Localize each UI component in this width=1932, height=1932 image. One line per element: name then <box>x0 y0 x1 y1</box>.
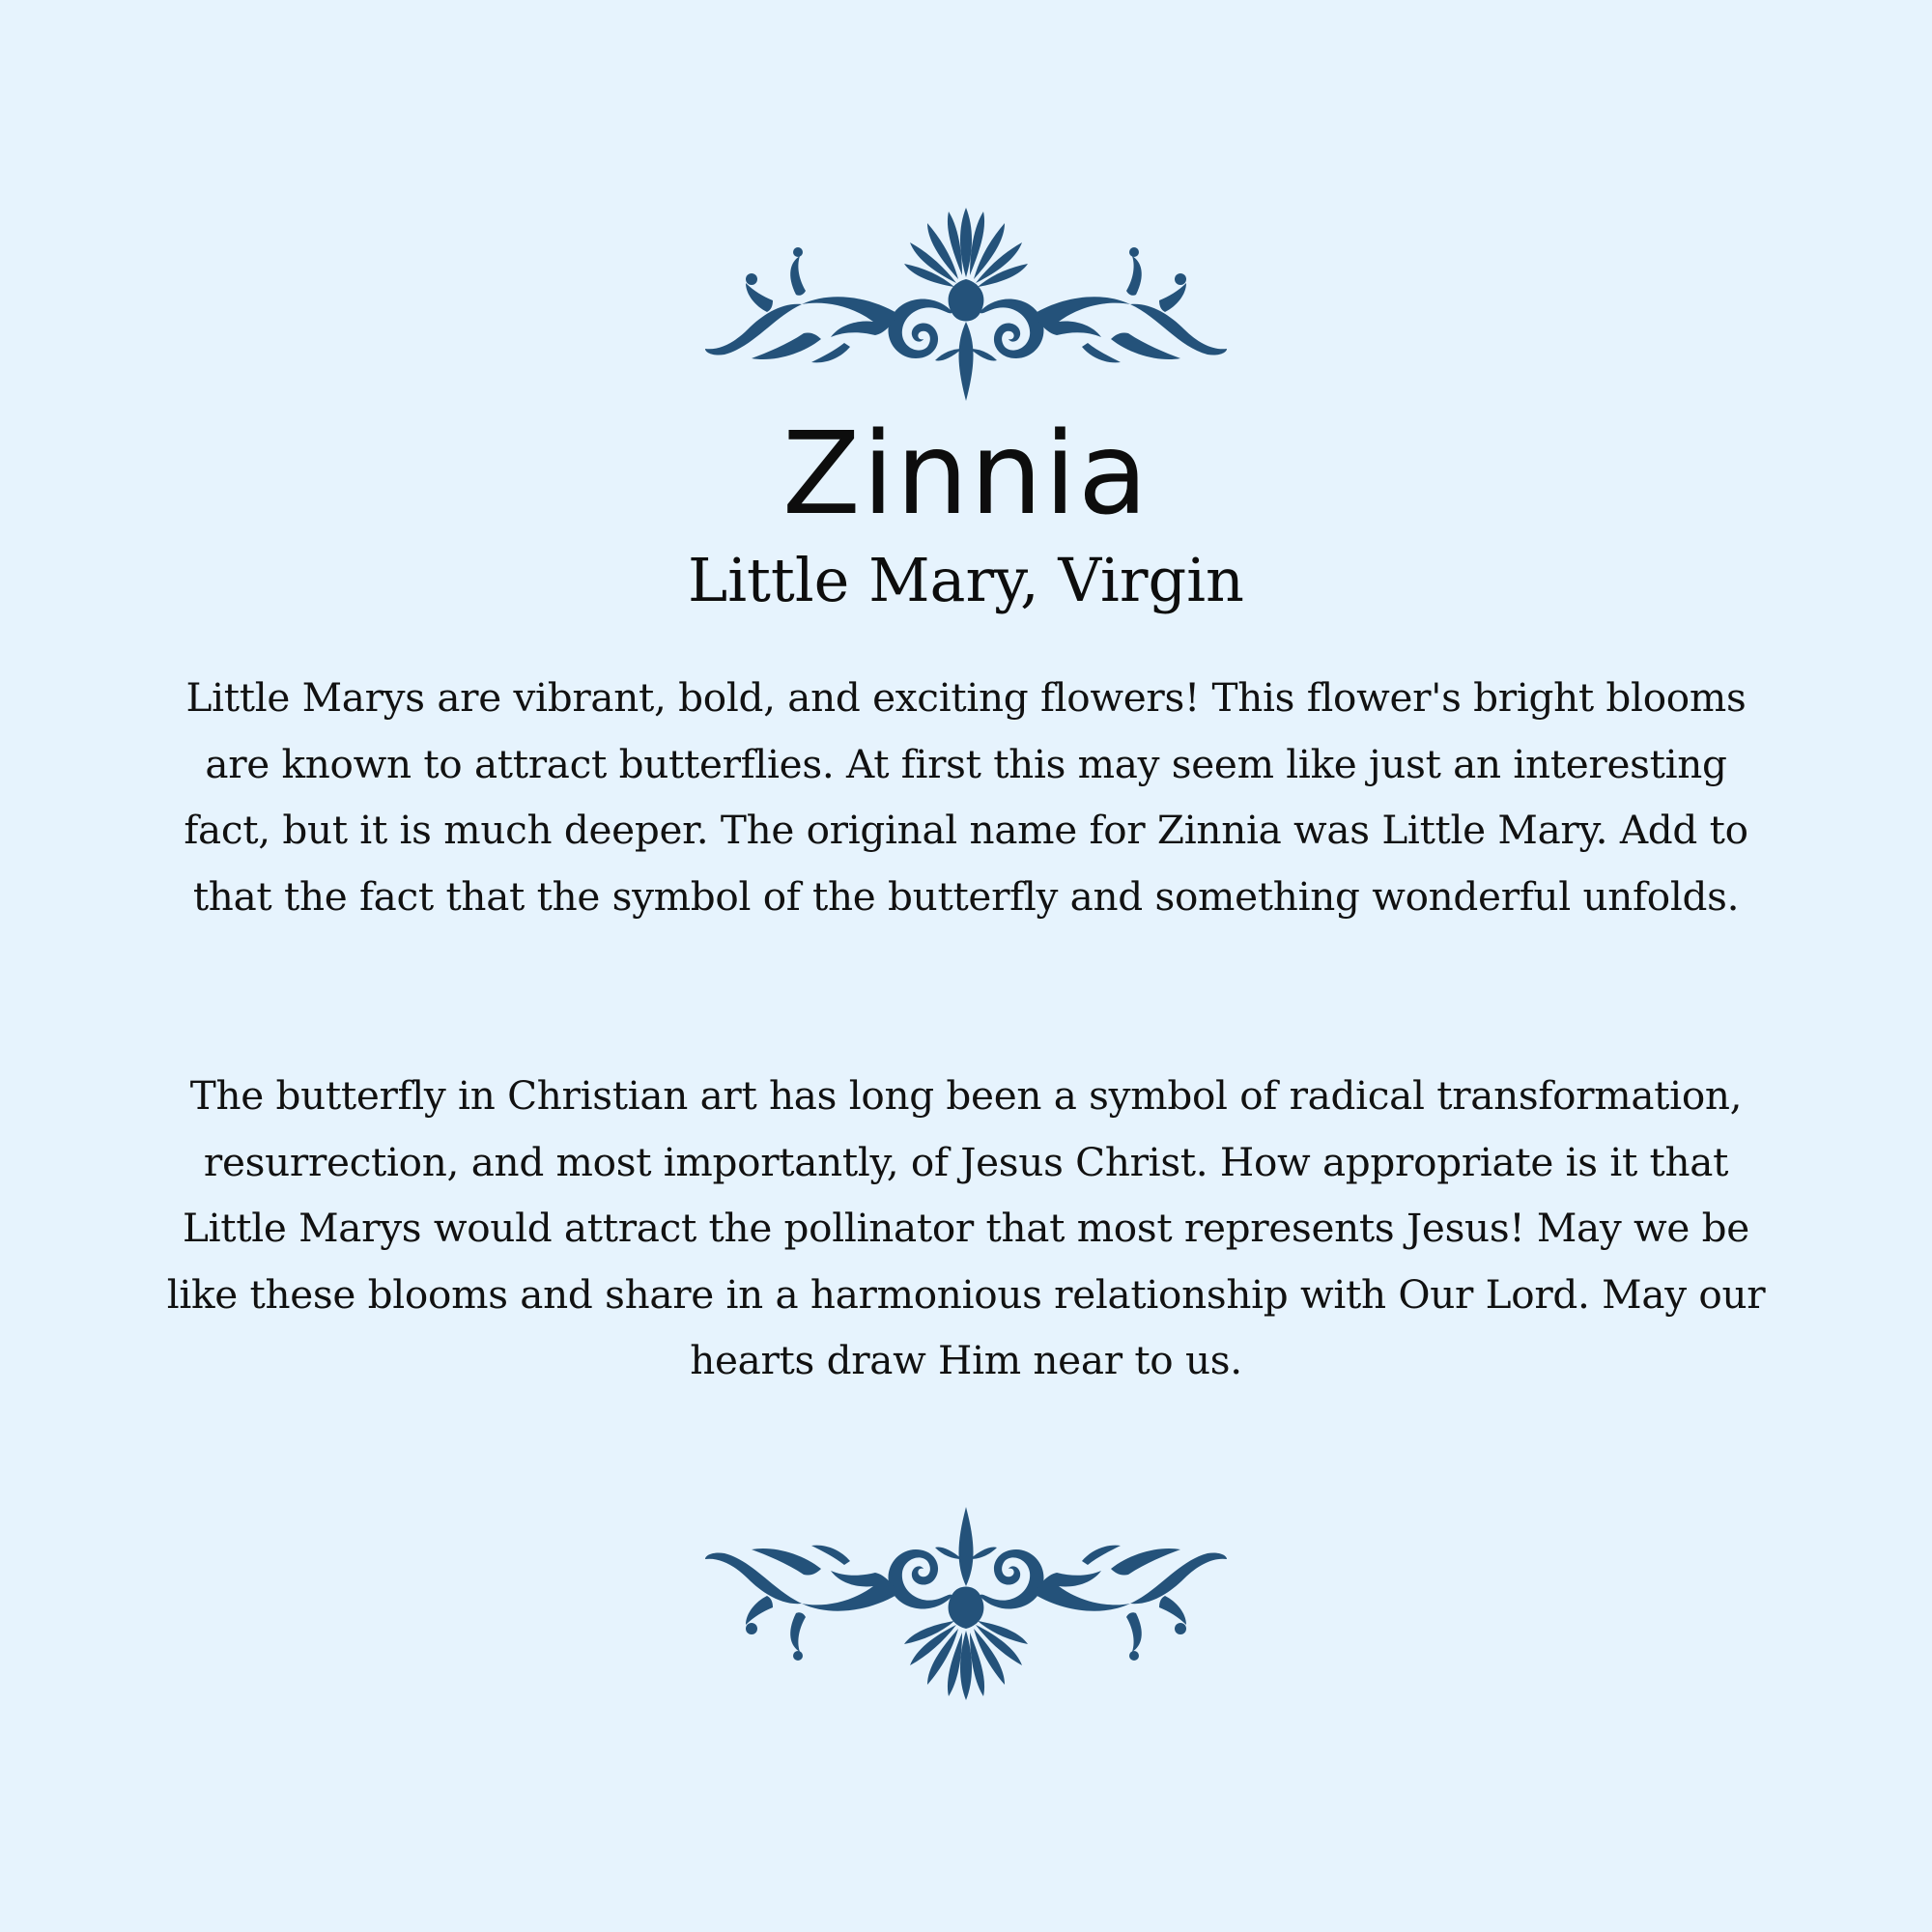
page-title: Zinnia <box>781 407 1151 540</box>
top-flourish-icon <box>0 198 1932 406</box>
paragraph-1: Little Marys are vibrant, bold, and exciting flowers! This flower's bright blooms are known to attract butterflies. At first this may seem like just an interesting fact, but it is much deeper. The original name for Zinnia was Little Mary. Add to that the fact that the symbol of the butterfly and something wonderful unfolds. <box>184 674 1748 920</box>
page-subtitle: Little Mary, Virgin <box>688 545 1244 615</box>
bottom-flourish-icon <box>0 1497 1932 1705</box>
paragraph-2: The butterfly in Christian art has long been a symbol of radical transformation, resurrection, and most importantly, of Jesus Christ. How appropriate is it that Little Marys would attract the pollinator that most represents Jesus! May we be like these blooms and share in a harmonious relationship with Our Lord. May our hearts draw Him near to us. <box>166 1072 1766 1383</box>
